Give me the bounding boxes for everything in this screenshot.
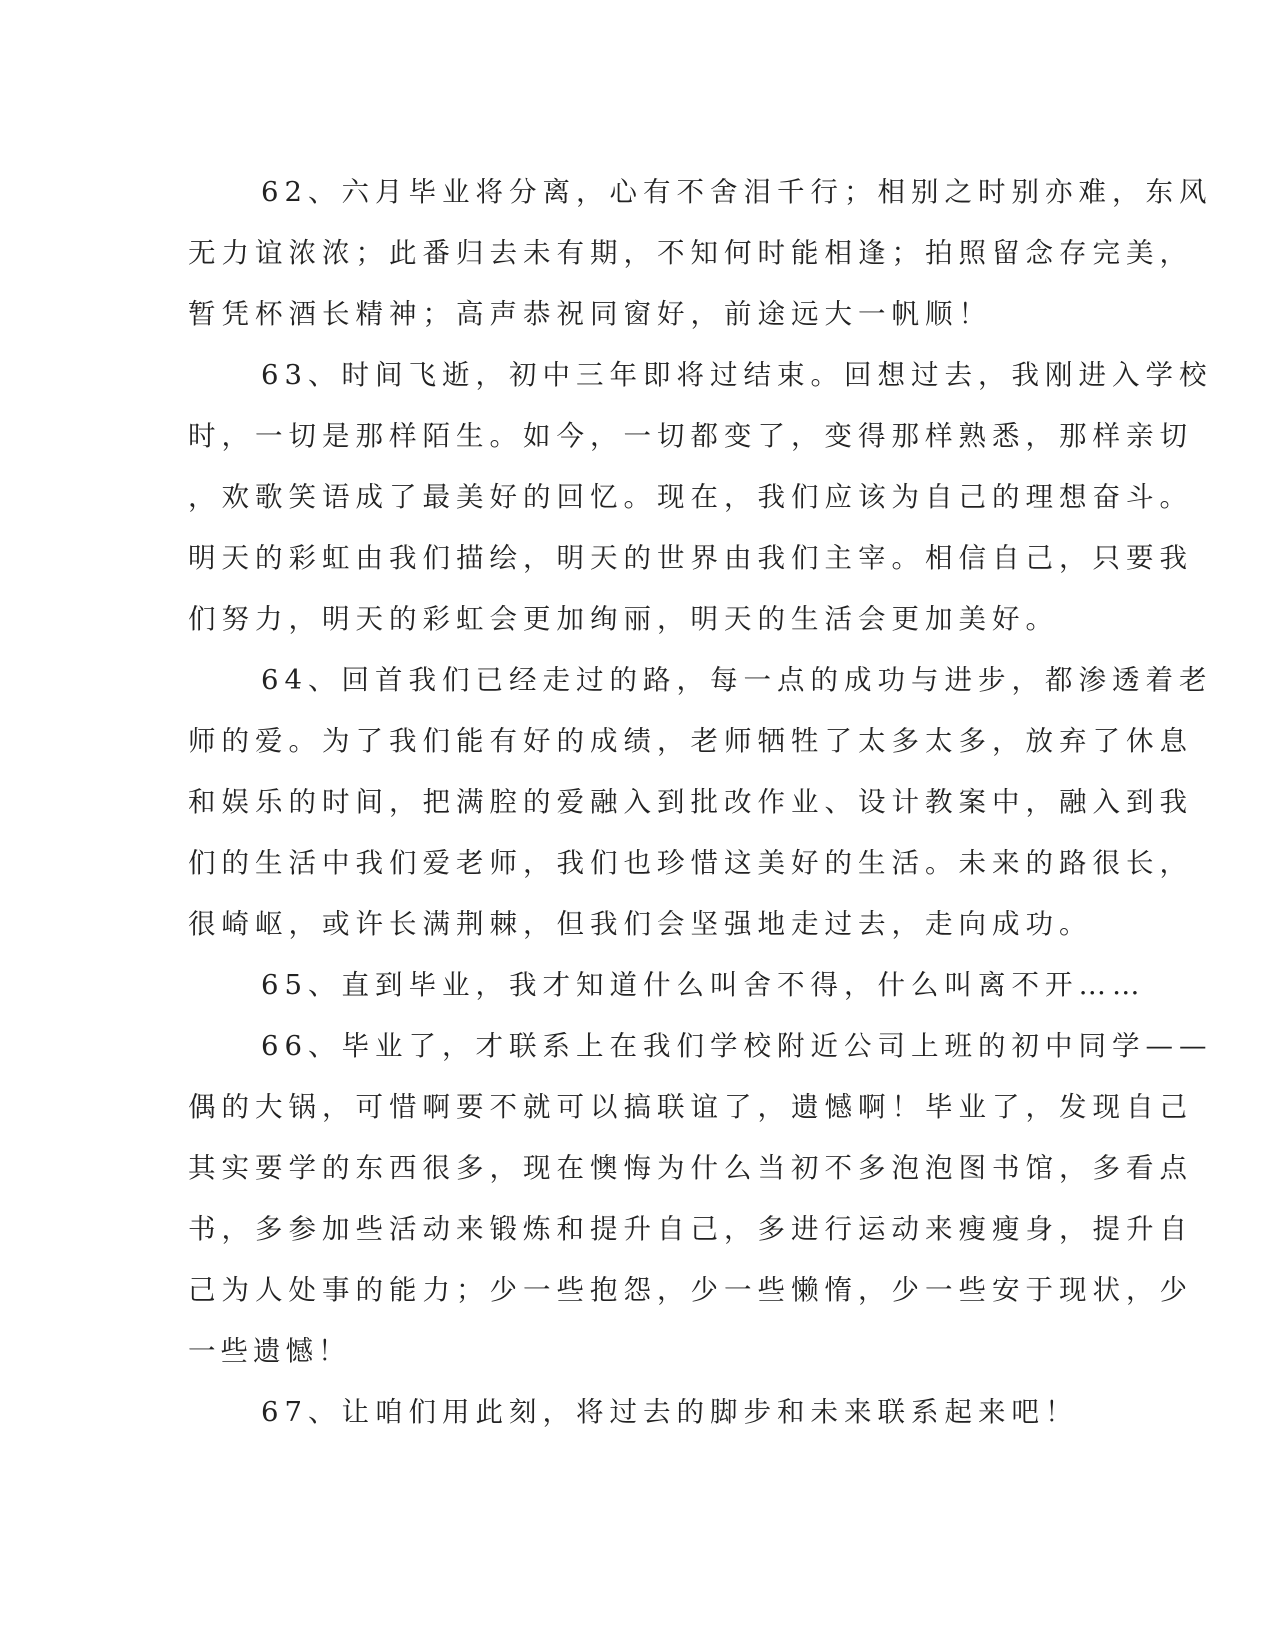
paragraph-line: 67、让咱们用此刻，将过去的脚步和未来联系起来吧！	[261, 1396, 1079, 1428]
paragraph-line: 66、毕业了，才联系上在我们学校附近公司上班的初中同学——	[261, 1030, 1213, 1062]
paragraph-line: 无力谊浓浓；此番归去未有期，不知何时能相逢；拍照留念存完美，	[188, 237, 1193, 269]
paragraph-65	[188, 955, 1146, 1016]
paragraph-line: 明天的彩虹由我们描绘，明天的世界由我们主宰。相信自己，只要我	[188, 542, 1193, 574]
paragraph-line: 时，一切是那样陌生。如今，一切都变了，变得那样熟悉，那样亲切	[188, 420, 1193, 452]
paragraph-63	[188, 345, 1213, 650]
paragraph-line: 偶的大锅，可惜啊要不就可以搞联谊了，遗憾啊！毕业了，发现自己	[188, 1091, 1193, 1123]
paragraph-line: 暂凭杯酒长精神；高声恭祝同窗好，前途远大一帆顺！	[188, 298, 992, 330]
paragraph-line: 很崎岖，或许长满荆棘，但我们会坚强地走过去，走向成功。	[188, 908, 1093, 940]
paragraph-line: 其实要学的东西很多，现在懊悔为什么当初不多泡泡图书馆，多看点	[188, 1152, 1193, 1184]
paragraph-line: 师的爱。为了我们能有好的成绩，老师牺牲了太多太多，放弃了休息	[188, 725, 1193, 757]
paragraph-line: ，欢歌笑语成了最美好的回忆。现在，我们应该为自己的理想奋斗。	[188, 481, 1193, 513]
paragraph-67	[188, 1382, 1079, 1443]
paragraph-line: 64、回首我们已经走过的路，每一点的成功与进步，都渗透着老	[261, 664, 1213, 696]
paragraph-line: 己为人处事的能力；少一些抱怨，少一些懒惰，少一些安于现状，少	[188, 1274, 1193, 1306]
paragraph-66	[188, 1016, 1213, 1382]
paragraph-line: 65、直到毕业，我才知道什么叫舍不得，什么叫离不开……	[261, 969, 1146, 1001]
paragraph-line: 一些遗憾！	[188, 1335, 351, 1367]
paragraph-64	[188, 650, 1213, 955]
paragraph-line: 们的生活中我们爱老师，我们也珍惜这美好的生活。未来的路很长，	[188, 847, 1193, 879]
paragraph-62	[188, 162, 1213, 345]
paragraph-line: 和娱乐的时间，把满腔的爱融入到批改作业、设计教案中，融入到我	[188, 786, 1193, 818]
paragraph-line: 书，多参加些活动来锻炼和提升自己，多进行运动来瘦瘦身，提升自	[188, 1213, 1193, 1245]
paragraph-line: 们努力，明天的彩虹会更加绚丽，明天的生活会更加美好。	[188, 603, 1059, 635]
paragraph-line: 62、六月毕业将分离，心有不舍泪千行；相别之时别亦难，东风	[261, 176, 1213, 208]
document-body	[188, 162, 1213, 1443]
paragraph-line: 63、时间飞逝，初中三年即将过结束。回想过去，我刚进入学校	[261, 359, 1213, 391]
